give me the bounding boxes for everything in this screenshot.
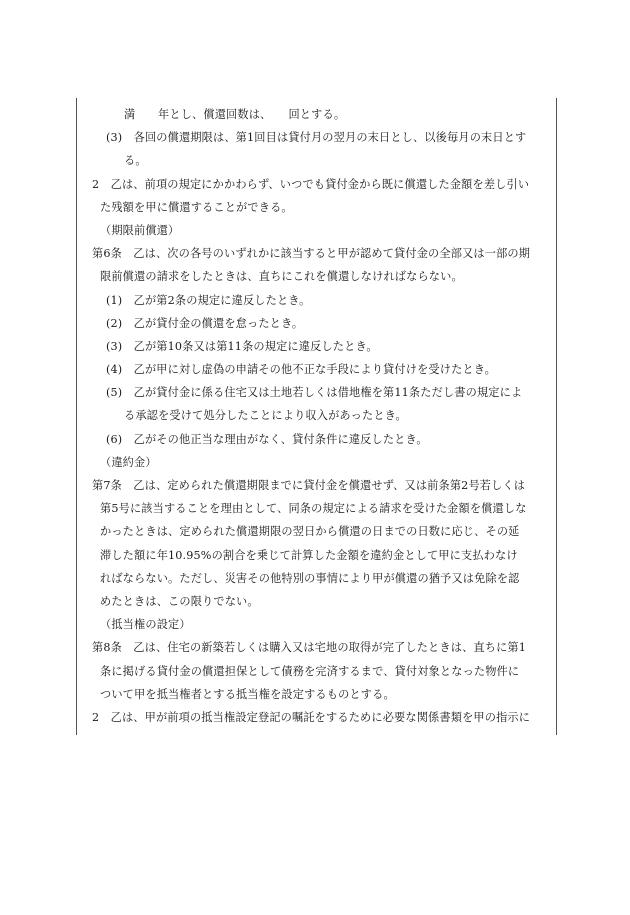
right-border-line — [556, 98, 557, 735]
text-line-content: (3) 乙が第10条又は第11条の規定に違反したとき。 — [106, 339, 378, 353]
text-line — [92, 590, 550, 613]
text-line-content: た残額を甲に償還することができる。 — [100, 200, 293, 214]
text-line — [92, 613, 550, 636]
text-line-content: (3) 各回の償還期限は、第1回目は貸付月の翌月の末日とし、以後毎月の末日とす — [106, 131, 527, 145]
text-line-content: 第7条 乙は、定められた償還期限までに貸付金を償還せず、又は前条第2号若しくは — [92, 479, 526, 492]
text-line — [92, 683, 550, 706]
text-line-content: (1) 乙が第2条の規定に違反したとき。 — [106, 293, 311, 307]
text-line-content: かったときは、定められた償還期限の翌日から償還の日までの日数に応じ、その延 — [100, 525, 520, 539]
text-line — [92, 497, 550, 520]
text-line-content: る。 — [124, 154, 147, 168]
text-line — [92, 544, 550, 567]
text-line-content: （期限前償還） — [100, 223, 180, 237]
text-line — [92, 149, 550, 172]
text-line-content: (4) 乙が甲に対し虚偽の申請その他不正な手段により貸付けを受けたとき。 — [106, 363, 496, 377]
text-line-content: (2) 乙が貸付金の償還を怠ったとき。 — [106, 316, 304, 330]
text-line — [92, 451, 550, 474]
text-line — [92, 660, 550, 683]
text-line-content: (5) 乙が貸付金に係る住宅又は土地若しくは借地権を第11条ただし書の規定によ — [106, 386, 523, 400]
text-line — [92, 312, 550, 335]
text-line — [92, 196, 550, 219]
text-line-content: 第5号に該当することを理由として、同条の規定による請求を受けた金額を償還しな — [100, 502, 527, 516]
text-line-content: 第6条 乙は、次の各号のいずれかに該当すると甲が認めて貸付金の全部又は一部の期 — [92, 247, 531, 261]
text-line-content: る承認を受けて処分したことにより収入があったとき。 — [124, 409, 407, 423]
text-line — [92, 706, 550, 729]
text-line — [92, 289, 550, 312]
text-line — [92, 265, 550, 288]
text-line — [92, 474, 550, 497]
text-line — [92, 636, 550, 659]
text-line-content: 第8条 乙は、住宅の新築若しくは購入又は宅地の取得が完了したときは、直ちに第1 — [92, 641, 527, 655]
text-line-content: 満 年とし、償還回数は、 回とする。 — [124, 108, 346, 121]
text-line — [92, 242, 550, 265]
text-line-content: ついて甲を抵当権者とする抵当権を設定するものとする。 — [100, 687, 395, 701]
text-line-content: ればならない。ただし、災害その他特別の事情により甲が償還の猶予又は免除を認 — [100, 571, 520, 585]
text-line-content: めたときは、この限りでない。 — [100, 594, 259, 608]
text-line — [92, 404, 550, 427]
text-line — [92, 358, 550, 381]
text-line-content: （違約金） — [100, 455, 157, 469]
text-line-content: 2 乙は、甲が前項の抵当権設定登記の嘱託をするために必要な関係書類を甲の指示に — [92, 710, 531, 724]
text-line — [92, 173, 550, 196]
text-line — [92, 126, 550, 149]
text-line — [92, 567, 550, 590]
text-line-content: 2 乙は、前項の規定にかかわらず、いつでも貸付金から既に償還した金額を差し引い — [92, 177, 530, 191]
text-line-content: 条に掲げる貸付金の償還担保として債務を完済するまで、貸付対象となった物件に — [100, 664, 520, 678]
text-line-content: 限前償還の請求をしたときは、直ちにこれを償還しなければならない。 — [100, 270, 463, 284]
document-body — [92, 103, 550, 729]
text-line — [92, 335, 550, 358]
text-line-content: 滞した額に年10.95%の割合を乗じて計算した金額を違約金として甲に支払わなけ — [100, 548, 518, 562]
text-line — [92, 428, 550, 451]
text-line — [92, 520, 550, 543]
left-border-line — [76, 98, 77, 735]
text-line-content: (6) 乙がその他正当な理由がなく、貸付条件に違反したとき。 — [106, 432, 428, 446]
text-line — [92, 103, 550, 126]
text-line-content: （抵当権の設定） — [100, 618, 191, 632]
text-line — [92, 381, 550, 404]
text-line — [92, 219, 550, 242]
